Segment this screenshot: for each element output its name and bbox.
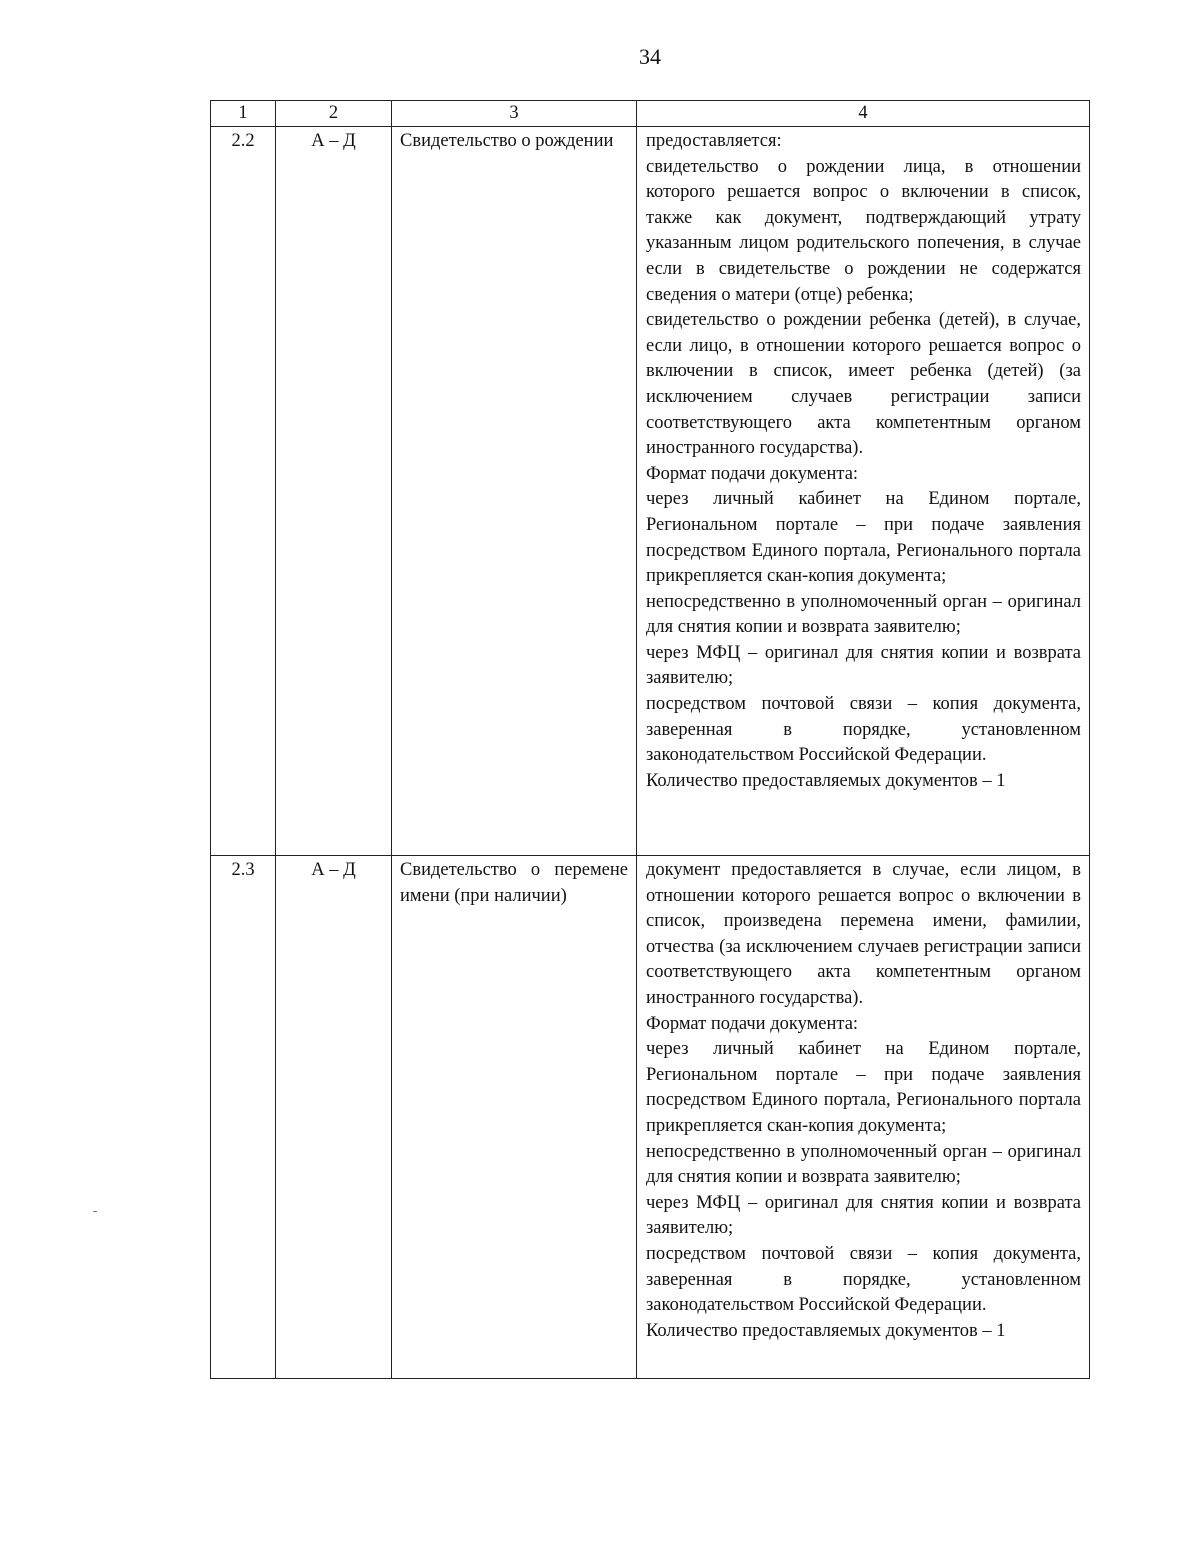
details-paragraph: непосредственно в уполномоченный орган – оригинал для снятия копии и возврата заявителю; xyxy=(646,591,1081,638)
details-paragraph: Формат подачи документа: xyxy=(646,1013,859,1034)
row-number: 2.3 xyxy=(211,856,276,1379)
details-paragraph: через личный кабинет на Едином портале, Региональном портале – при подаче заявления посредством Единого портала, Регионального портала прикрепляется скан-копия документа; xyxy=(646,1039,1081,1136)
details-paragraph: предоставляется: xyxy=(646,131,782,151)
details-paragraph: свидетельство о рождении лица, в отношении которого решается вопрос о включении в список, также как документ, подтверждающий утрату указанным лицом родительского попечения, в случае если в свидетельстве о рождении не содержатся сведения о матери (отце) ребенка; xyxy=(646,156,1081,305)
row-category: А – Д xyxy=(276,856,392,1379)
row-document-name: Свидетельство о перемене имени (при наличии) xyxy=(392,856,637,1379)
details-paragraph: Количество предоставляемых документов – 1 xyxy=(646,1320,1006,1341)
row-details xyxy=(637,127,1090,856)
document-table xyxy=(210,100,1090,1379)
row-details xyxy=(637,856,1090,1379)
details-paragraph: документ предоставляется в случае, если лицом, в отношении которого решается вопрос о включении в список, произведена перемена имени, фамилии, отчества (за исключением случаев регистрации записи соответствующего акта компетентным органом иностранного государства). xyxy=(646,860,1081,1008)
details-paragraph: непосредственно в уполномоченный орган – оригинал для снятия копии и возврата заявителю; xyxy=(646,1141,1081,1188)
details-paragraph: посредством почтовой связи – копия документа, заверенная в порядке, установленном законодательством Российской Федерации. xyxy=(646,694,1081,766)
details-paragraph: Количество предоставляемых документов – 1 xyxy=(646,770,1006,791)
details-paragraph: через МФЦ – оригинал для снятия копии и возврата заявителю; xyxy=(646,1192,1081,1239)
details-paragraph: свидетельство о рождении ребенка (детей), в случае, если лицо, в отношении которого решается вопрос о включении в список, имеет ребенка (детей) (за исключением случаев регистрации записи соответствующего акта компетентным органом иностранного государства). xyxy=(646,310,1081,459)
scan-speck xyxy=(93,1211,97,1212)
column-header-1: 1 xyxy=(211,101,276,127)
details-paragraph: через личный кабинет на Едином портале, Региональном портале – при подаче заявления посредством Единого портала, Регионального портала прикрепляется скан-копия документа; xyxy=(646,489,1081,587)
page-number: 34 xyxy=(639,44,661,69)
row-number: 2.2 xyxy=(211,127,276,856)
details-paragraph: посредством почтовой связи – копия документа, заверенная в порядке, установленном законодательством Российской Федерации. xyxy=(646,1243,1081,1316)
row-category: А – Д xyxy=(276,127,392,856)
table-row xyxy=(211,856,1090,1379)
table-header-row xyxy=(211,101,1090,127)
column-header-3: 3 xyxy=(392,101,637,127)
row-document-name: Свидетельство о рождении xyxy=(392,127,637,856)
column-header-2: 2 xyxy=(276,101,392,127)
details-paragraph: через МФЦ – оригинал для снятия копии и возврата заявителю; xyxy=(646,642,1081,689)
details-paragraph: Формат подачи документа: xyxy=(646,463,859,484)
column-header-4: 4 xyxy=(637,101,1090,127)
table-row xyxy=(211,127,1090,856)
